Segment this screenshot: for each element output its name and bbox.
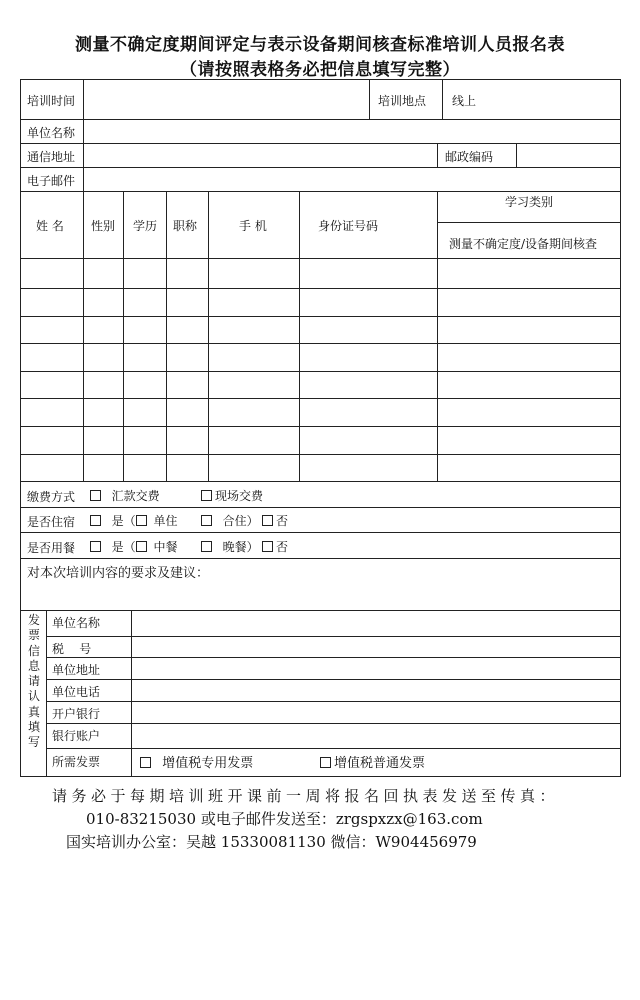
payment-option-transfer[interactable]: 汇款交费 [90,487,160,504]
invoice-label-unit-name: 单位名称 [52,616,101,630]
checkbox[interactable] [201,490,212,501]
col-gender: 性别 [91,219,116,233]
payment-option-onsite[interactable]: 现场交费 [201,487,263,504]
label-lodging: 是否住宿 [27,515,76,529]
col-phone: 手 机 [239,219,267,233]
checkbox[interactable] [90,515,101,526]
invoice-label-phone: 单位电话 [52,685,101,699]
checkbox[interactable] [140,757,151,768]
checkbox[interactable] [136,541,147,552]
lodging-no[interactable]: 否 [262,512,288,529]
meals-no[interactable]: 否 [262,538,288,555]
label-training-place: 培训地点 [378,94,427,108]
invoice-label-needed: 所需发票 [52,755,101,769]
col-category: 学习类别 [505,195,554,209]
invoice-side-label: 发 票 信 息 请 认 真 填 写 [27,613,40,750]
footer-contact-fax-email: 010-83215030 或电子邮件发送至：zrgspxzx@163.com [86,810,483,828]
footer-office-contact: 国实培训办公室：吴越 15330081130 微信：W904456979 [66,833,477,851]
col-name: 姓 名 [36,219,64,233]
form-subtitle: （请按照表格务必把信息填写完整） [180,60,460,80]
checkbox[interactable] [320,757,331,768]
invoice-label-account: 银行账户 [52,729,101,743]
invoice-label-address: 单位地址 [52,663,101,677]
checkbox[interactable] [90,490,101,501]
lodging-shared[interactable]: 合住） [201,512,259,529]
checkbox[interactable] [262,515,273,526]
checkbox[interactable] [90,541,101,552]
meals-dinner[interactable]: 晚餐） [201,538,259,555]
label-postcode: 邮政编码 [445,150,494,164]
col-education: 学历 [133,219,158,233]
invoice-option-special[interactable]: 增值税专用发票 [140,752,253,771]
registration-form-table [20,79,621,777]
checkbox[interactable] [136,515,147,526]
col-title: 职称 [173,219,198,233]
label-meals: 是否用餐 [27,541,76,555]
checkbox[interactable] [201,515,212,526]
meals-yes[interactable]: 是（ 中餐 [90,538,178,555]
lodging-yes[interactable]: 是（ 单住 [90,512,178,529]
invoice-label-tax-no: 税 号 [52,642,92,656]
checkbox[interactable] [262,541,273,552]
col-category-sub: 测量不确定度/设备期间核查 [449,237,598,251]
label-training-time: 培训时间 [27,94,76,108]
invoice-label-bank: 开户银行 [52,707,101,721]
invoice-option-normal[interactable]: 增值税普通发票 [320,752,425,771]
col-id-number: 身份证号码 [318,219,379,233]
checkbox[interactable] [201,541,212,552]
footer-instruction: 请务必于每期培训班开课前一周将报名回执表发送至传真： [52,787,560,805]
label-payment: 缴费方式 [27,490,76,504]
value-training-place: 线上 [452,94,477,108]
label-unit-name: 单位名称 [27,126,76,140]
label-address: 通信地址 [27,150,76,164]
label-email: 电子邮件 [27,174,76,188]
label-suggestion: 对本次培训内容的要求及建议： [27,566,210,581]
form-title: 测量不确定度期间评定与表示设备期间核查标准培训人员报名表 [75,35,565,55]
